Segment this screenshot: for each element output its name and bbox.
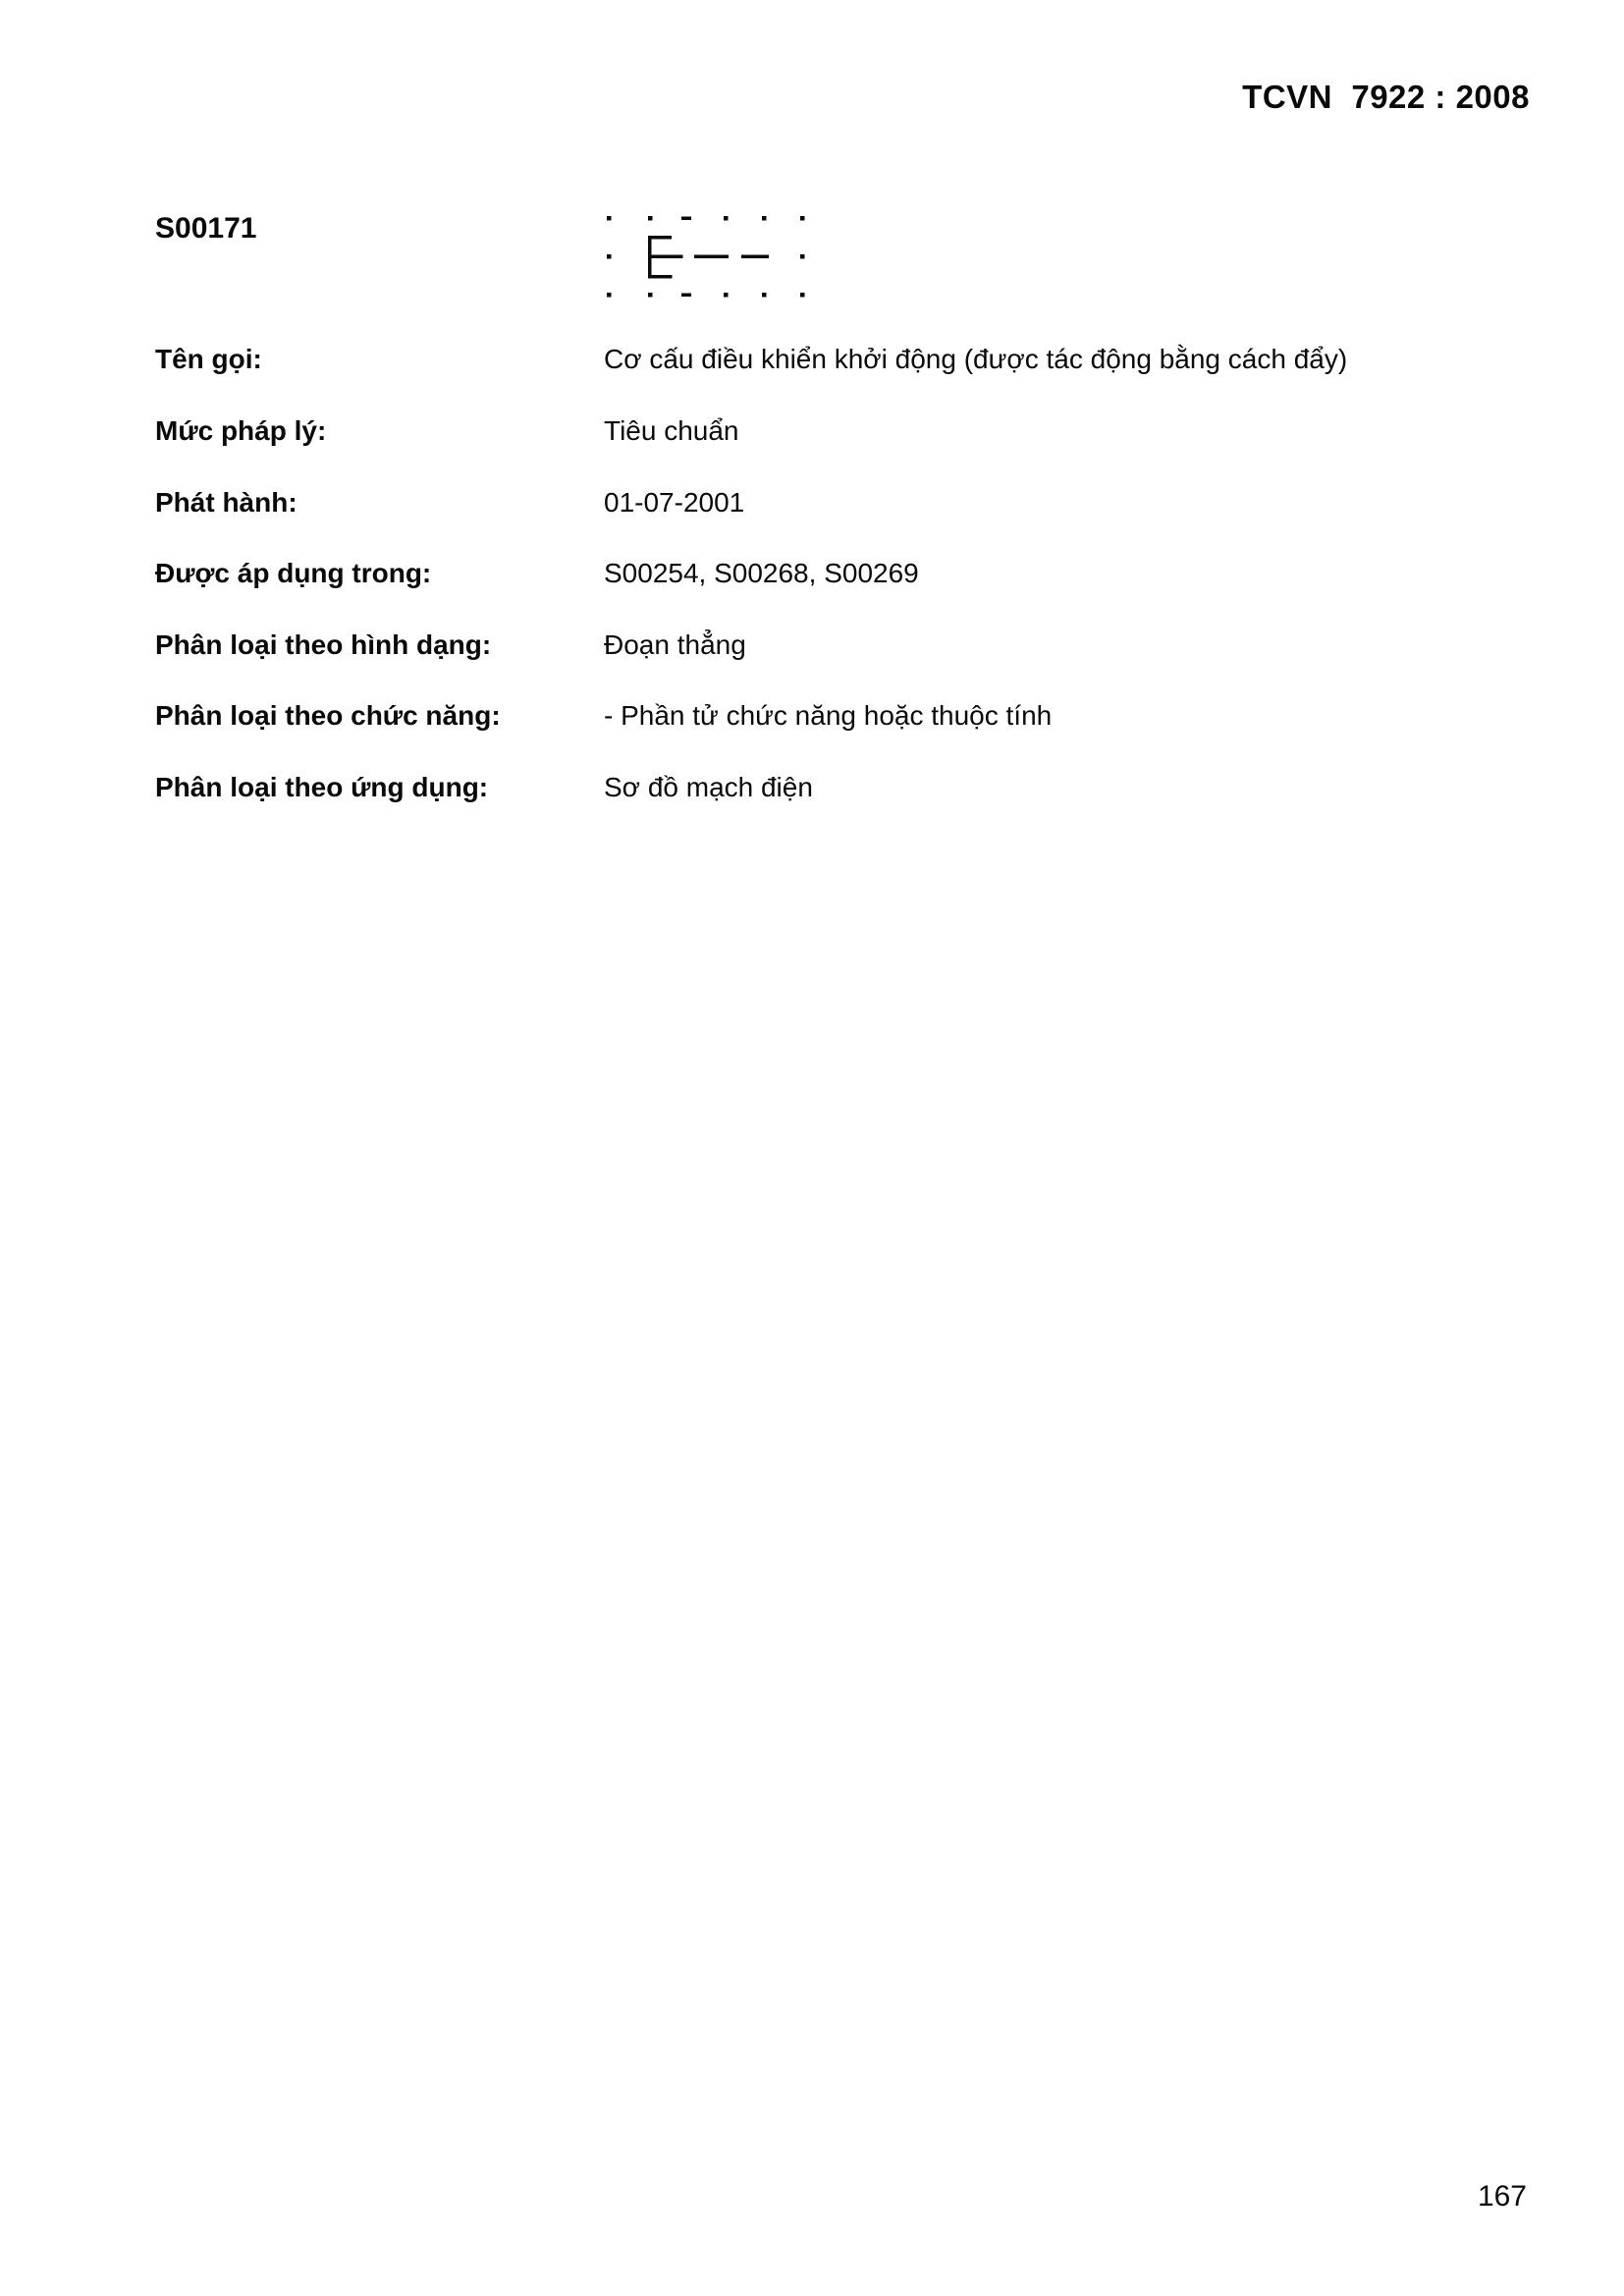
field-row-phan-loai-chuc-nang bbox=[155, 700, 1530, 732]
field-row-phat-hanh bbox=[155, 487, 1530, 519]
field-value: Cơ cấu điều khiển khởi động (được tác động bằng cách đẩy) bbox=[604, 344, 1348, 374]
field-row-muc-phap-ly bbox=[155, 415, 1530, 447]
push-operated-start-control-symbol-icon bbox=[589, 191, 825, 314]
field-row-phan-loai-hinh-dang bbox=[155, 629, 1530, 661]
page-number: 167 bbox=[1477, 2180, 1527, 2213]
symbol-id: S00171 bbox=[155, 212, 257, 245]
field-label: Phân loại theo ứng dụng: bbox=[155, 772, 489, 802]
field-row-phan-loai-ung-dung bbox=[155, 772, 1530, 803]
field-label: Mức pháp lý: bbox=[155, 415, 327, 446]
field-value: Sơ đồ mạch điện bbox=[604, 772, 813, 802]
field-value: S00254, S00268, S00269 bbox=[604, 558, 919, 588]
field-label: Phân loại theo chức năng: bbox=[155, 700, 501, 731]
field-label: Tên gọi: bbox=[155, 344, 262, 374]
field-label: Phân loại theo hình dạng: bbox=[155, 629, 492, 660]
field-value: 01-07-2001 bbox=[604, 487, 745, 518]
field-value: Đoạn thẳng bbox=[604, 629, 746, 660]
field-row-ten-goi bbox=[155, 344, 1530, 375]
field-row-duoc-ap-dung-trong bbox=[155, 558, 1530, 589]
field-label: Phát hành: bbox=[155, 487, 298, 518]
field-value: - Phần tử chức năng hoặc thuộc tính bbox=[604, 700, 1053, 731]
field-value: Tiêu chuẩn bbox=[604, 415, 739, 446]
field-label: Được áp dụng trong: bbox=[155, 558, 432, 588]
standard-number-header: TCVN 7922 : 2008 bbox=[1242, 79, 1530, 115]
